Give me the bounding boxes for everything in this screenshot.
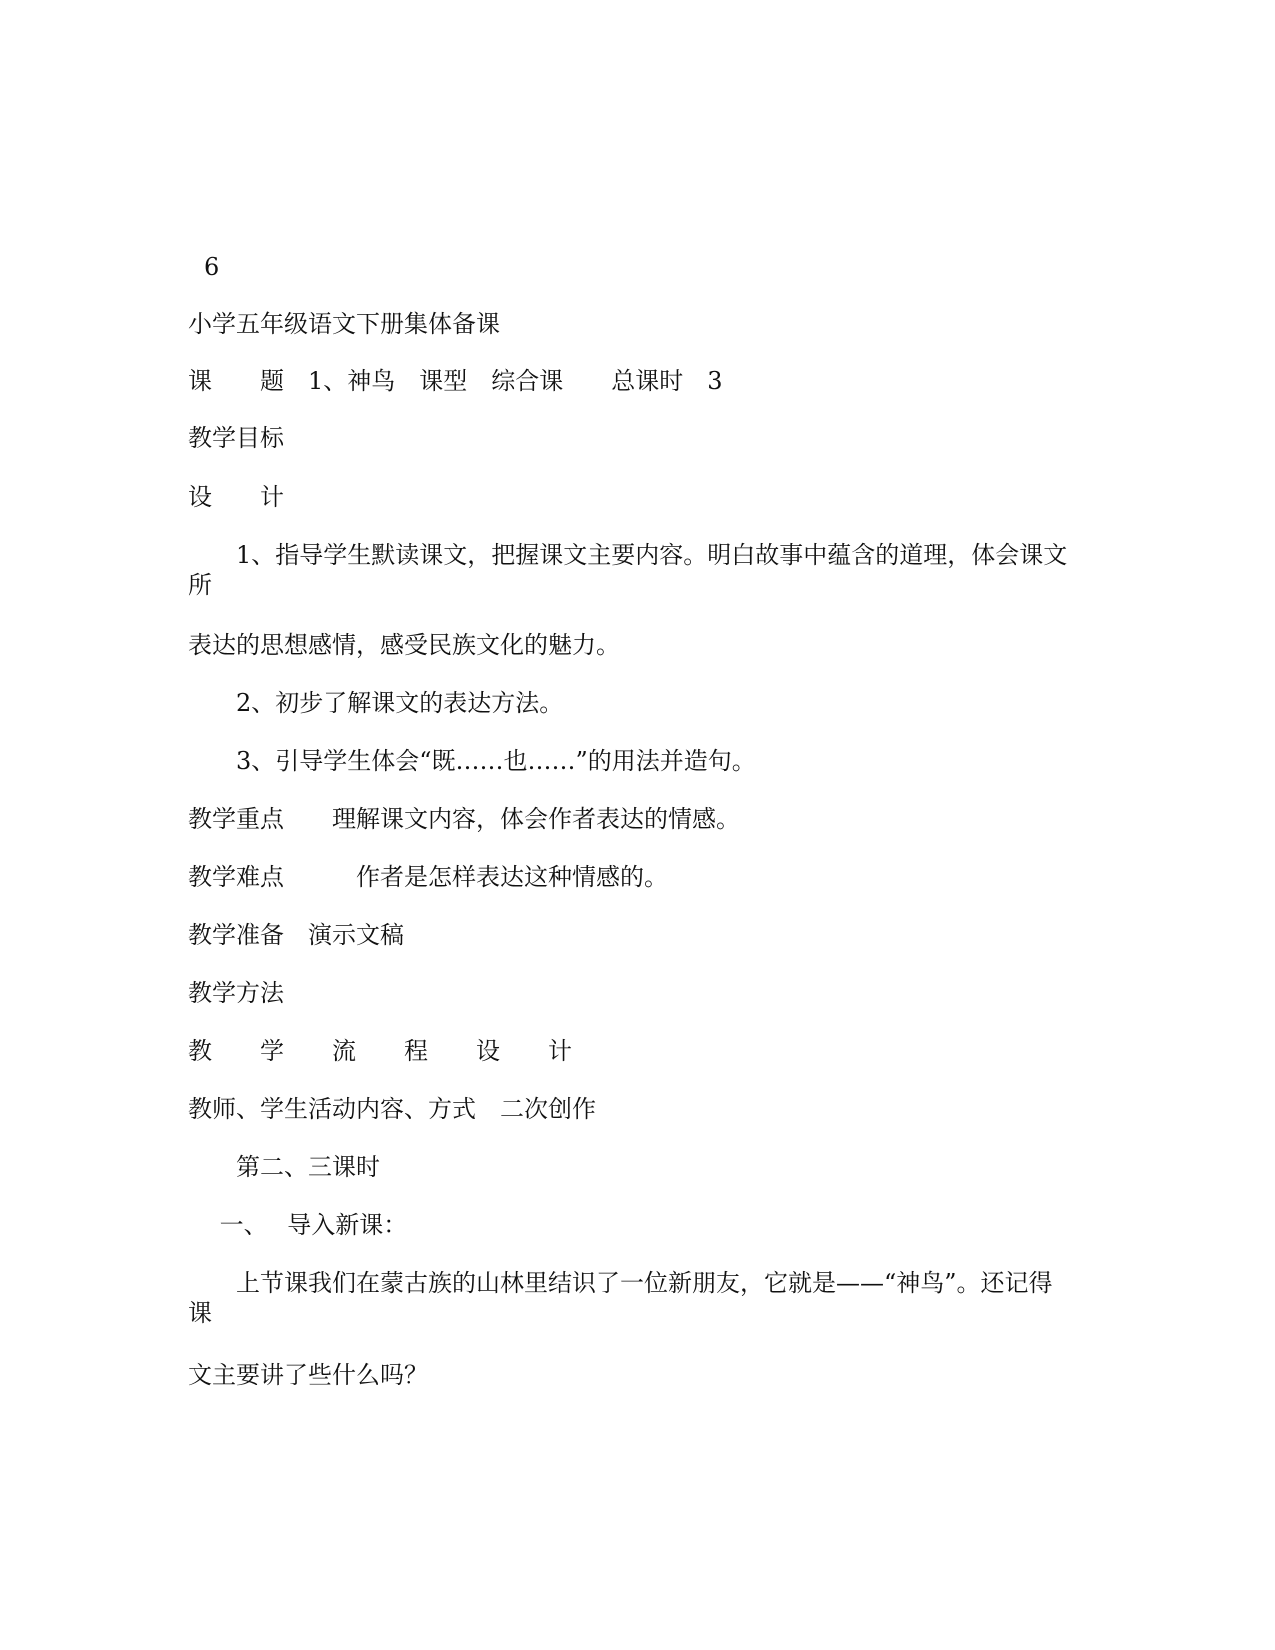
intro-wrap: 课 bbox=[188, 1299, 212, 1327]
section-1-heading: 一、 导入新课： bbox=[188, 1211, 408, 1239]
goal-3: 3、引导学生体会“既……也……”的用法并造句。 bbox=[188, 747, 756, 775]
difficulty: 教学难点 作者是怎样表达这种情感的。 bbox=[188, 863, 668, 891]
key-point: 教学重点 理解课文内容，体会作者表达的情感。 bbox=[188, 805, 740, 833]
goals-label: 教学目标 bbox=[188, 424, 284, 452]
page-number: 6 bbox=[204, 253, 220, 281]
intro-line-1: 上节课我们在蒙古族的山林里结识了一位新朋友，它就是——“神鸟”。还记得 bbox=[188, 1269, 1053, 1297]
goal-1-line-1: 1、指导学生默读课文，把握课文主要内容。明白故事中蕴含的道理，体会课文 bbox=[188, 541, 1068, 569]
preparation: 教学准备 演示文稿 bbox=[188, 921, 404, 949]
lesson-info: 课 题 1、神鸟 课型 综合课 总课时 3 bbox=[188, 367, 723, 395]
goal-1-line-2: 表达的思想感情，感受民族文化的魅力。 bbox=[188, 631, 620, 659]
method: 教学方法 bbox=[188, 979, 284, 1007]
flow-design: 教 学 流 程 设 计 bbox=[188, 1037, 572, 1065]
design-label: 设 计 bbox=[188, 483, 284, 511]
intro-line-2: 文主要讲了些什么吗？ bbox=[188, 1361, 428, 1389]
periods: 第二、三课时 bbox=[188, 1153, 380, 1181]
activities: 教师、学生活动内容、方式 二次创作 bbox=[188, 1095, 596, 1123]
goal-1-wrap: 所 bbox=[188, 571, 212, 599]
goal-2: 2、初步了解课文的表达方法。 bbox=[188, 689, 564, 717]
document-title: 小学五年级语文下册集体备课 bbox=[188, 310, 500, 338]
